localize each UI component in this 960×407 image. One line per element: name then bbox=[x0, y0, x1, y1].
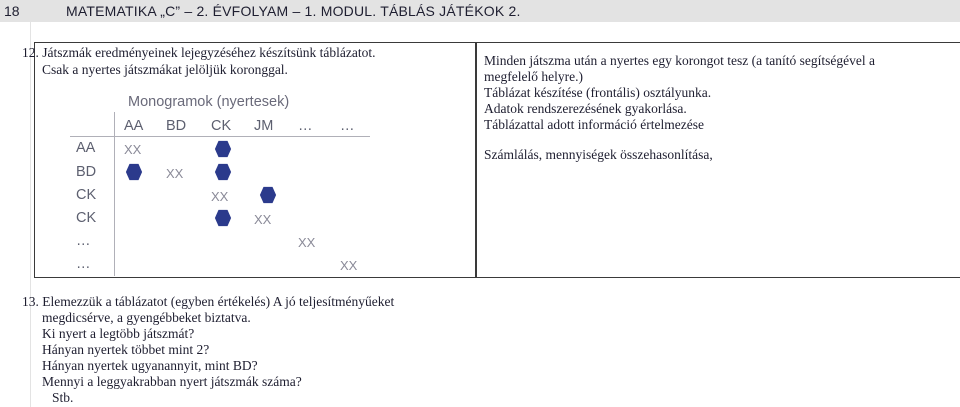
table-title: Monogramok (nyertesek) bbox=[128, 94, 290, 110]
diagonal-mark: XX bbox=[298, 235, 316, 250]
note-line-5: Táblázattal adott információ értelmezése bbox=[484, 117, 705, 132]
col-header-ck: CK bbox=[211, 118, 232, 134]
col-header-bd: BD bbox=[166, 118, 187, 134]
col-header-jm: JM bbox=[254, 118, 274, 134]
task13-line-2: megdicsérve, a gyengébbeket biztatva. bbox=[42, 310, 251, 325]
row-header-bd: BD bbox=[76, 164, 97, 180]
diagonal-mark: XX bbox=[166, 166, 184, 181]
col-header-aa: AA bbox=[124, 118, 144, 134]
diagonal-mark: XX bbox=[254, 212, 272, 227]
col-header-ellipsis-2: … bbox=[340, 118, 355, 134]
diagonal-mark: XX bbox=[340, 258, 358, 273]
table-grid-line bbox=[70, 136, 370, 137]
note-line-2: megfelelő helyre.) bbox=[484, 69, 583, 84]
task13-question-2: Hányan nyertek többet mint 2? bbox=[42, 342, 210, 357]
page-header bbox=[0, 0, 960, 22]
task13-line-1: 13. Elemezzük a táblázatot (egyben értékelés) A jó teljesítményűeket bbox=[22, 294, 395, 309]
row-header-ellipsis-1: … bbox=[76, 233, 91, 249]
task13-question-3: Hányan nyertek ugyanannyit, mint BD? bbox=[42, 358, 258, 373]
note-line-3: Táblázat készítése (frontális) osztályunka. bbox=[484, 85, 712, 100]
note-line-1: Minden játszma után a nyertes egy korongot tesz (a tanító segítségével a bbox=[484, 53, 875, 68]
margin-divider bbox=[30, 22, 31, 407]
hexagon-disc-icon bbox=[214, 163, 232, 181]
page-number: 18 bbox=[4, 3, 20, 19]
task13-question-4: Mennyi a leggyakrabban nyert játszmák száma? bbox=[42, 374, 302, 389]
note-line-4: Adatok rendszerezésének gyakorlása. bbox=[484, 101, 687, 116]
row-header-aa: AA bbox=[76, 140, 96, 156]
row-header-ck-2: CK bbox=[76, 210, 97, 226]
diagonal-mark: XX bbox=[211, 189, 229, 204]
hexagon-disc-icon bbox=[259, 186, 277, 204]
page-header-title: MATEMATIKA „C” – 2. ÉVFOLYAM – 1. MODUL. TÁBLÁS JÁTÉKOK 2. bbox=[66, 3, 521, 19]
task12-line-2: Csak a nyertes játszmákat jelöljük koronggal. bbox=[42, 62, 288, 77]
row-header-ellipsis-2: … bbox=[76, 256, 91, 272]
task13-etc: Stb. bbox=[52, 390, 74, 405]
hexagon-disc-icon bbox=[214, 209, 232, 227]
hexagon-disc-icon bbox=[125, 163, 143, 181]
hexagon-disc-icon bbox=[214, 140, 232, 158]
task13-question-1: Ki nyert a legtöbb játszmát? bbox=[42, 326, 195, 341]
diagonal-mark: XX bbox=[124, 142, 142, 157]
note-line-6: Számlálás, mennyiségek összehasonlítása, bbox=[484, 147, 713, 162]
col-header-ellipsis-1: … bbox=[298, 118, 313, 134]
row-header-ck: CK bbox=[76, 187, 97, 203]
task12-line-1: 12. Játszmák eredményeinek lejegyzéséhez készítsünk táblázatot. bbox=[22, 45, 376, 60]
